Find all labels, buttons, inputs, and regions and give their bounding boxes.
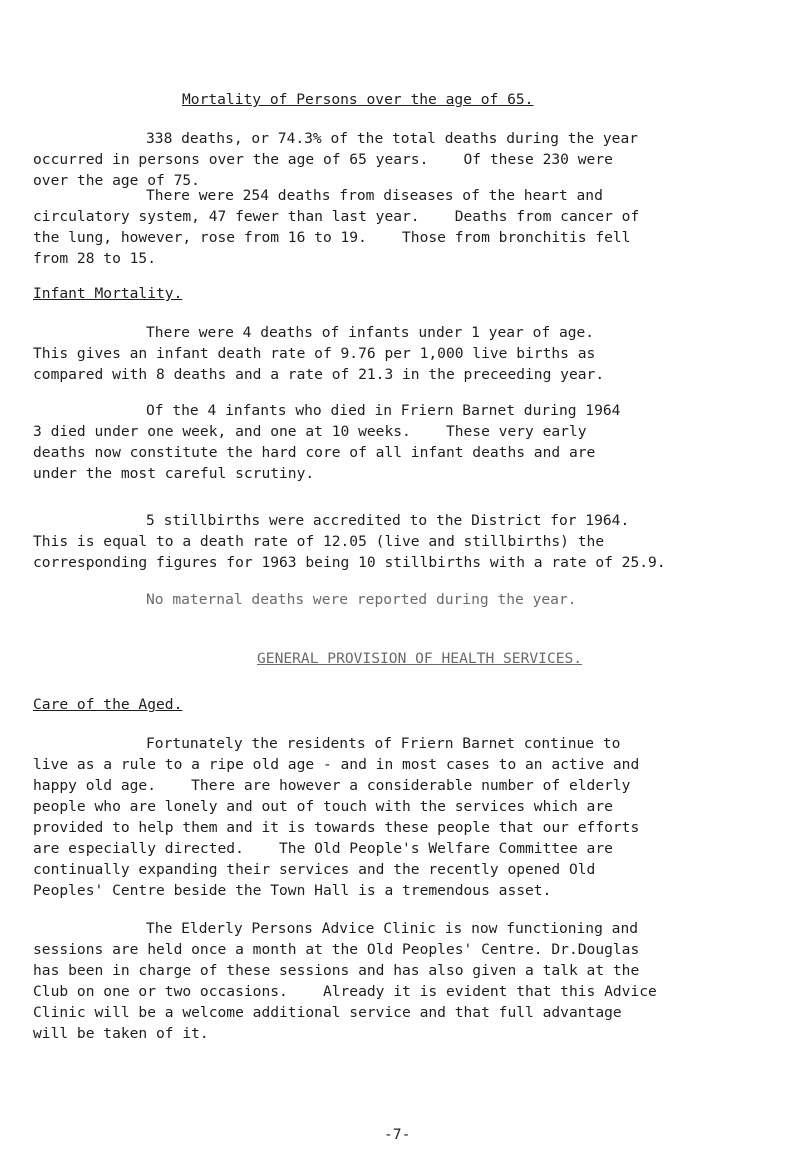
paragraph-advice-clinic — [33, 918, 778, 1044]
text-line: provided to help them and it is towards these people that our efforts — [33, 819, 640, 836]
text-line: occurred in persons over the age of 65 years. Of these 230 were — [33, 151, 613, 168]
text-line: Clinic will be a welcome additional service and that full advantage — [33, 1004, 622, 1021]
text-line: Peoples' Centre beside the Town Hall is a tremendous asset. — [33, 882, 552, 899]
text-line: has been in charge of these sessions and has also given a talk at the — [33, 962, 640, 979]
text-line: 5 stillbirths were accredited to the District for 1964. — [146, 512, 630, 529]
text-line: compared with 8 deaths and a rate of 21.3 in the preceeding year. — [33, 366, 605, 383]
text-line: deaths now constitute the hard core of all infant deaths and are — [33, 444, 596, 461]
text-line: Club on one or two occasions. Already it is evident that this Advice — [33, 983, 657, 1000]
text-line: live as a rule to a ripe old age - and in most cases to an active and — [33, 756, 640, 773]
text-line: the lung, however, rose from 16 to 19. Those from bronchitis fell — [33, 229, 631, 246]
paragraph-heart-and-cancer — [33, 185, 778, 269]
paragraph-maternal-deaths — [33, 589, 778, 610]
text-line: happy old age. There are however a considerable number of elderly — [33, 777, 631, 794]
paragraph-infants-friern-barnet — [33, 400, 778, 484]
mortality-over-65-heading: Mortality of Persons over the age of 65. — [182, 91, 534, 108]
paragraph-deaths-over-65 — [33, 128, 778, 191]
text-line: under the most careful scrutiny. — [33, 465, 315, 482]
text-line: circulatory system, 47 fewer than last year. Deaths from cancer of — [33, 208, 640, 225]
text-line: over the age of 75. — [33, 172, 200, 189]
paragraph-infant-deaths — [33, 322, 778, 385]
page-number: -7- — [384, 1126, 411, 1143]
text-line: Fortunately the residents of Friern Barnet continue to — [146, 735, 621, 752]
text-line: sessions are held once a month at the Old Peoples' Centre. Dr.Douglas — [33, 941, 640, 958]
text-line: from 28 to 15. — [33, 250, 157, 267]
text-line: This gives an infant death rate of 9.76 per 1,000 live births as — [33, 345, 596, 362]
text-line: The Elderly Persons Advice Clinic is now functioning and — [146, 920, 639, 937]
text-line: There were 4 deaths of infants under 1 year of age. — [146, 324, 595, 341]
text-line: No maternal deaths were reported during the year. — [146, 591, 577, 608]
text-line: This is equal to a death rate of 12.05 (live and stillbirths) the — [33, 533, 605, 550]
text-line: will be taken of it. — [33, 1025, 209, 1042]
text-line: corresponding figures for 1963 being 10 stillbirths with a rate of 25.9. — [33, 554, 666, 571]
text-line: continually expanding their services and the recently opened Old — [33, 861, 596, 878]
general-provision-heading: GENERAL PROVISION OF HEALTH SERVICES. — [257, 650, 583, 667]
text-line: people who are lonely and out of touch with the services which are — [33, 798, 613, 815]
text-line: Of the 4 infants who died in Friern Barnet during 1964 — [146, 402, 621, 419]
infant-mortality-heading: Infant Mortality. — [33, 285, 183, 302]
text-line: There were 254 deaths from diseases of the heart and — [146, 187, 603, 204]
text-line: 3 died under one week, and one at 10 weeks. These very early — [33, 423, 587, 440]
paragraph-stillbirths — [33, 510, 778, 573]
text-line: are especially directed. The Old People's Welfare Committee are — [33, 840, 613, 857]
paragraph-residents-old-age — [33, 733, 778, 901]
care-of-aged-heading: Care of the Aged. — [33, 696, 183, 713]
text-line: 338 deaths, or 74.3% of the total deaths during the year — [146, 130, 639, 147]
